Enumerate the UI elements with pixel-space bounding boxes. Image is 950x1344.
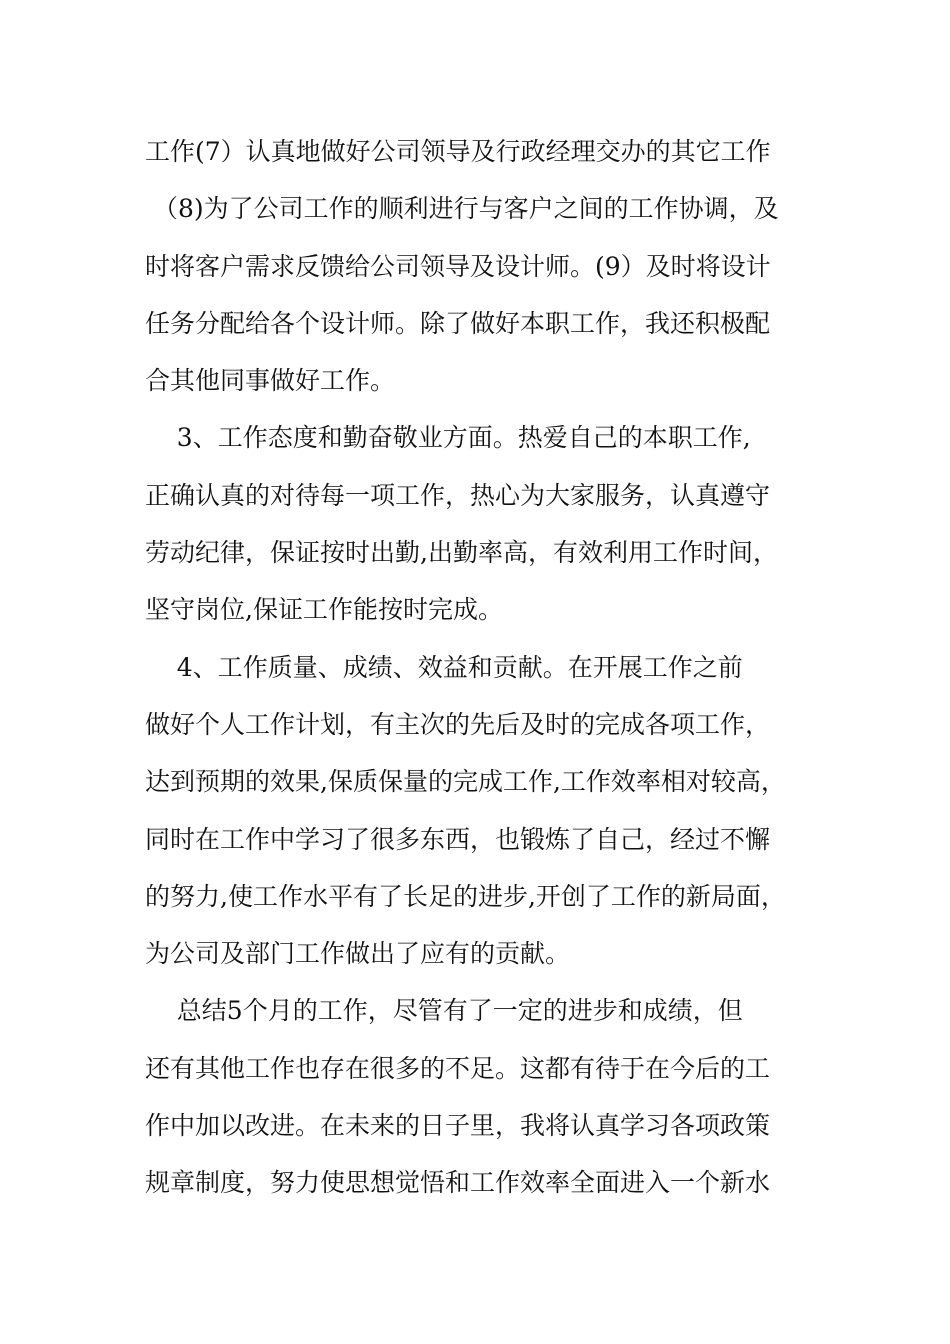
text-line: 时将客户需求反馈给公司领导及设计师。(9）及时将设计	[145, 251, 771, 281]
document-body	[145, 130, 815, 1219]
text-line: 3、工作态度和勤奋敬业方面。热爱自己的本职工作,	[145, 423, 751, 453]
text-line: 正确认真的对待每一项工作，热心为大家服务，认真遵守	[145, 480, 771, 510]
text-line: 还有其他工作也存在很多的不足。这都有待于在今后的工	[145, 1053, 771, 1083]
text-line: 工作(7）认真地做好公司领导及行政经理交办的其它工作	[145, 137, 771, 166]
text-line: 做好个人工作计划，有主次的先后及时的完成各项工作，	[145, 709, 771, 739]
text-line: 劳动纪律，保证按时出勤,出勤率高，有效利用工作时间，	[145, 538, 778, 568]
text-line: 的努力,使工作水平有了长足的进步,开创了工作的新局面，	[145, 881, 786, 911]
text-line: 合其他同事做好工作。	[145, 366, 396, 396]
text-line: （8)为了公司工作的顺利进行与客户之间的工作协调，及	[145, 194, 779, 224]
text-line: 总结5个月的工作，尽管有了一定的进步和成绩，但	[145, 996, 743, 1026]
text-line: 同时在工作中学习了很多东西，也锻炼了自己，经过不懈	[145, 824, 771, 854]
text-line: 任务分配给各个设计师。除了做好本职工作，我还积极配	[145, 308, 771, 338]
text-line: 4、工作质量、成绩、效益和贡献。在开展工作之前	[145, 652, 743, 682]
text-line: 达到预期的效果,保质保量的完成工作,工作效率相对较高，	[145, 767, 786, 797]
text-line: 规章制度，努力使思想觉悟和工作效率全面进入一个新水	[145, 1168, 771, 1198]
text-line: 为公司及部门工作做出了应有的贡献。	[145, 939, 571, 969]
text-line: 坚守岗位,保证工作能按时完成。	[145, 595, 503, 625]
text-line: 作中加以改进。在未来的日子里，我将认真学习各项政策	[145, 1111, 771, 1141]
